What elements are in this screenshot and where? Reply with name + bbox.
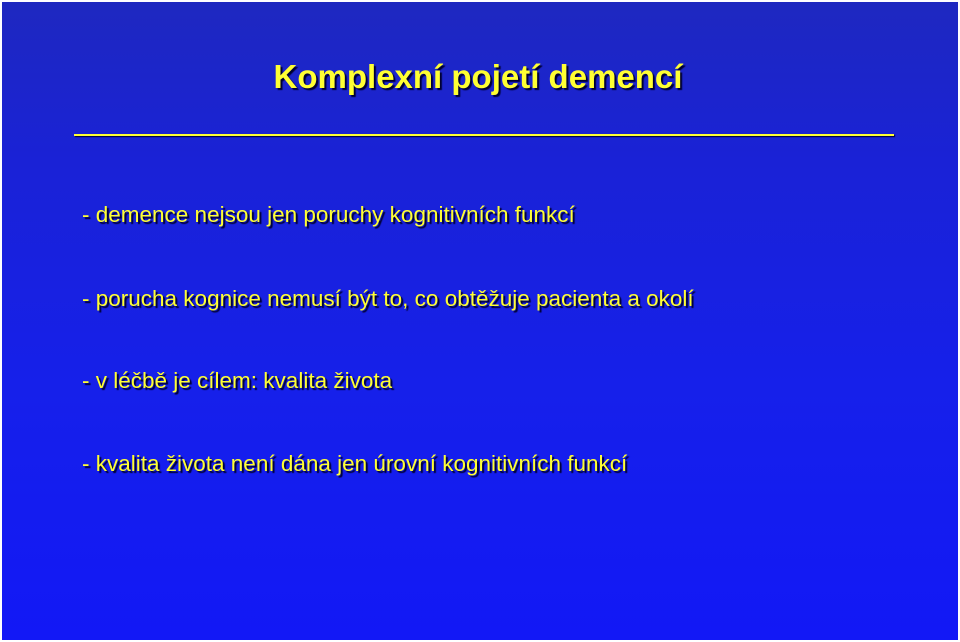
bullet-item: - porucha kognice nemusí být to, co obtěžuje pacienta a okolí — [82, 286, 694, 311]
slide-title-text: Komplexní pojetí demencí — [273, 58, 683, 95]
slide-background — [2, 2, 958, 640]
bullet-item: - kvalita života není dána jen úrovní kognitivních funkcí — [82, 451, 628, 476]
bullet-item: - demence nejsou jen poruchy kognitivních funkcí — [82, 202, 575, 227]
bullet-list — [2, 2, 958, 640]
bullet-item: - v léčbě je cílem: kvalita života — [82, 368, 393, 393]
